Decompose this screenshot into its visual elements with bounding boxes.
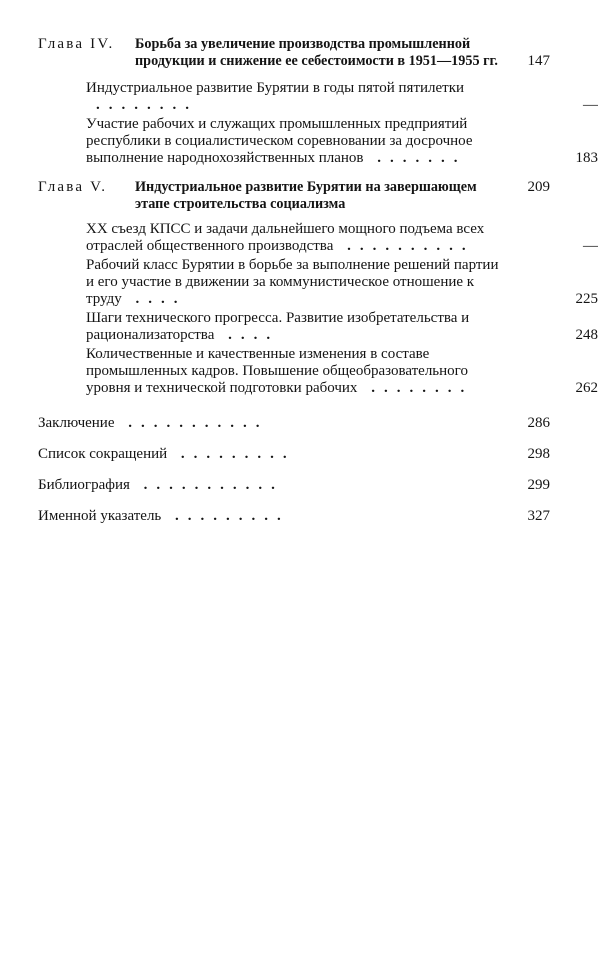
leader-dots: ........ <box>96 97 198 113</box>
chapter-title: Борьба за увеличение производства промышленной продукции и снижение ее себестоимости в 1951—1955 гг. <box>135 36 498 69</box>
toc-entry-name-index <box>38 508 550 525</box>
page-number: 209 <box>527 179 550 195</box>
toc-entry-bibliography <box>38 477 550 494</box>
leader-dots: ....... <box>377 150 467 166</box>
toc-entry-conclusion <box>38 415 550 432</box>
toc-section <box>86 346 598 397</box>
page-number: 298 <box>527 446 550 462</box>
toc-section <box>86 116 598 167</box>
toc-section <box>86 221 598 255</box>
toc-section <box>86 257 598 308</box>
leader-dots: ........ <box>371 380 474 396</box>
section-title: Шаги технического прогресса. Развитие изобретательства и рационализаторства <box>86 310 470 343</box>
toc-section <box>86 80 598 114</box>
table-of-contents <box>38 36 598 525</box>
page-number: 327 <box>527 508 550 524</box>
section-title: Рабочий класс Бурятии в борьбе за выполнение решений партии и его участие в движении за коммунистическое отношение к труду <box>86 257 499 307</box>
entry-title: Список сокращений <box>38 446 168 462</box>
chapter-5-sections <box>86 221 598 397</box>
chapter-label: Глава IV. <box>38 36 115 52</box>
section-title: Количественные и качественные изменения в составе промышленных кадров. Повышение общеобразовательного уровня и технической подготовки рабочих <box>86 346 468 396</box>
leader-dots: ......... <box>180 446 296 462</box>
entry-title: Заключение <box>38 415 115 431</box>
page-number: 225 <box>575 291 598 307</box>
page-number: 183 <box>575 150 598 166</box>
leader-dots: ........... <box>128 415 269 431</box>
toc-chapter-4 <box>38 36 550 70</box>
leader-dots: .... <box>135 291 187 307</box>
entry-title: Именной указатель <box>38 508 162 524</box>
section-title: XX съезд КПСС и задачи дальнейшего мощного подъема всех отраслей общественного производства <box>86 221 485 254</box>
leader-dots: .......... <box>347 238 475 254</box>
toc-entry-abbreviations <box>38 446 550 463</box>
entry-title: Библиография <box>38 477 130 493</box>
leader-dots: ......... <box>175 508 290 524</box>
chapter-label: Глава V. <box>38 179 108 195</box>
page-number: — <box>583 238 598 254</box>
section-title: Индустриальное развитие Бурятии в годы пятой пятилетки <box>86 80 465 96</box>
page-number: 248 <box>575 327 598 343</box>
page-number: — <box>583 97 598 113</box>
section-title: Участие рабочих и служащих промышленных предприятий республики в социалистическом соревновании за досрочное выполнение народнохозяйственных планов <box>86 116 473 166</box>
leader-dots: .... <box>228 327 280 343</box>
toc-section <box>86 310 598 344</box>
page-number: 262 <box>575 380 598 396</box>
toc-chapter-5 <box>38 179 550 213</box>
leader-dots: ........... <box>143 477 284 493</box>
chapter-title: Индустриальное развитие Бурятии на завершающем этапе строительства социализма <box>135 179 477 212</box>
page-number: 286 <box>527 415 550 431</box>
page-number: 147 <box>527 53 550 69</box>
page-number: 299 <box>527 477 550 493</box>
chapter-4-sections <box>86 80 598 167</box>
